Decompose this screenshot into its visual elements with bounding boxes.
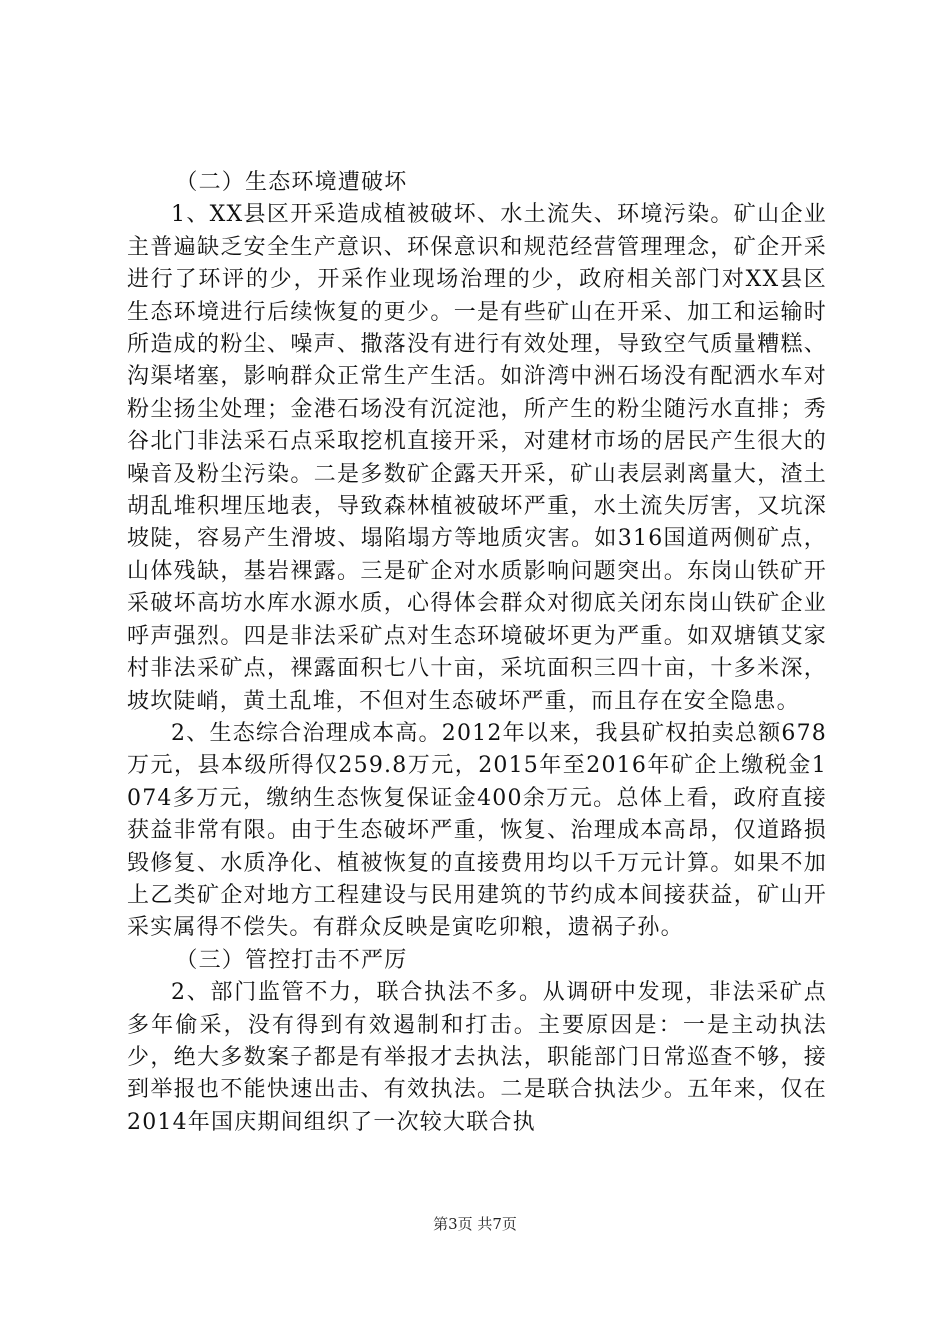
paragraph-1: 1、XX县区开采造成植被破坏、水土流失、环境污染。矿山企业主普遍缺乏安全生产意识、环保意识和规范经营管理理念，矿企开采进行了环评的少，开采作业现场治理的少，政府相关部门对XX县区生态环境进行后续恢复的更少。一是有些矿山在开采、加工和运输时所造成的粉尘、噪声、撒落没有进行有效处理，导致空气质量糟糕、沟渠堵塞，影响群众正常生产生活。如浒湾中洲石场没有配洒水车对粉尘扬尘处理；金港石场没有沉淀池，所产生的粉尘随污水直排；秀谷北门非法采石点采取挖机直接开采，对建材市场的居民产生很大的噪音及粉尘污染。二是多数矿企露天开采，矿山表层剥离量大，渣土胡乱堆积埋压地表，导致森林植被破坏严重，水土流失厉害，又坑深坡陡，容易产生滑坡、塌陷塌方等地质灾害。如316国道两侧矿点，山体残缺，基岩裸露。三是矿企对水质影响问题突出。东岗山铁矿开采破坏高坊水库水源水质，心得体会群众对彻底关闭东岗山铁矿企业呼声强烈。四是非法采矿点对生态环境破坏更为严重。如双塘镇艾家村非法采矿点，裸露面积七八十亩，采坑面积三四十亩，十多米深，坡坎陡峭，黄土乱堆，不但对生态破坏严重，而且存在安全隐患。 — [127, 202, 827, 714]
paragraph-3: 2、部门监管不力，联合执法不多。从调研中发现，非法采矿点多年偷采，没有得到有效遏制和打击。主要原因是：一是主动执法少，绝大多数案子都是有举报才去执法，职能部门日常巡查不够，接到举报也不能快速出击、有效执法。二是联合执法少。五年来，仅在2014年国庆期间组织了一次较大联合执 — [127, 980, 827, 1135]
document-body — [127, 167, 827, 1139]
section-heading-2: （二）生态环境遭破坏 — [175, 170, 408, 195]
section-heading-3: （三）管控打击不严厉 — [175, 947, 408, 973]
page-footer: 第3页 共7页 — [433, 1215, 517, 1233]
paragraph-2: 2、生态综合治理成本高。2012年以来，我县矿权拍卖总额678万元，县本级所得仅259.8万元，2015年至2016年矿企上缴税金1074多万元，缴纳生态恢复保证金400余万元。总体上看，政府直接获益非常有限。由于生态破坏严重，恢复、治理成本高昂，仅道路损毁修复、水质净化、植被恢复的直接费用均以千万元计算。如果不加上乙类矿企对地方工程建设与民用建筑的节约成本间接获益，矿山开采实属得不偿失。有群众反映是寅吃卯粮，遗祸子孙。 — [127, 720, 827, 941]
